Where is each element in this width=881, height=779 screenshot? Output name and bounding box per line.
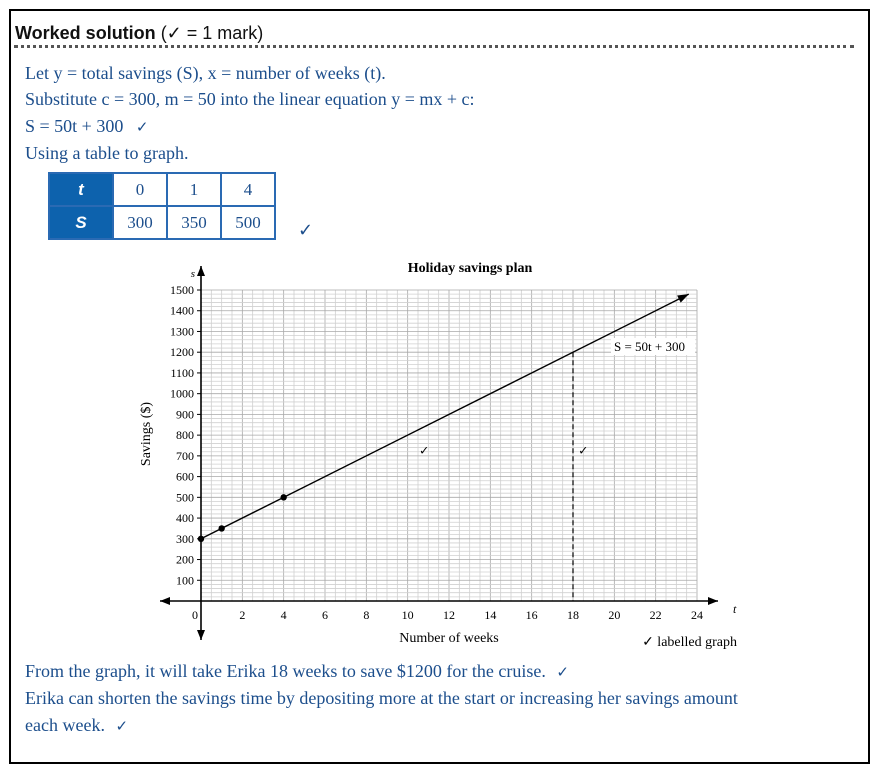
solution-line-4: Using a table to graph. (25, 143, 189, 163)
y-tick-label: 300 (176, 531, 194, 546)
x-tick-label: 14 (484, 608, 497, 622)
y-tick-label: 1000 (170, 386, 194, 401)
table-cell: 350 (167, 206, 221, 239)
solution-line-2: Substitute c = 300, m = 50 into the linear equation y = mx + c: (25, 89, 475, 109)
mark-note: (✓ = 1 mark) (160, 23, 264, 43)
table-cell: 500 (221, 206, 275, 239)
x-tick-label: 10 (401, 608, 414, 622)
conclusion-text-3: each week. (25, 715, 105, 735)
y-axis-arrow-up (197, 266, 205, 276)
x-axis-label: Number of weeks (399, 631, 499, 646)
solution-line-1: Let y = total savings (S), x = number of weeks (t). (25, 63, 386, 83)
line-label: S = 50t + 300 (614, 339, 686, 354)
x-tick-label: 12 (443, 608, 455, 622)
equation: S = 50t + 300 (25, 116, 124, 136)
check-mark-icon: ✓ (419, 443, 430, 458)
table-cell: 300 (113, 206, 167, 239)
x-tick-label: 4 (280, 608, 287, 622)
series-line (201, 294, 689, 539)
grid (201, 290, 697, 601)
table-cell: 0 (113, 173, 167, 206)
chart-title: Holiday savings plan (407, 261, 533, 276)
y-tick-label: 700 (176, 448, 194, 463)
conclusion-line-3 (25, 715, 128, 736)
x-axis-arrow-right (708, 597, 718, 605)
conclusion-text-1: From the graph, it will take Erika 18 weeks to save $1200 for the cruise. (25, 661, 546, 681)
y-tick-label: 400 (176, 511, 194, 526)
y-tick-label: 200 (176, 552, 194, 567)
y-tick-label: 1200 (170, 345, 194, 360)
labelled-graph-note: ✓ labelled graph (642, 635, 737, 650)
y-axis-arrow-down (197, 630, 205, 640)
y-axis-letter: s (190, 268, 195, 280)
y-tick-label: 600 (176, 469, 194, 484)
x-tick-label: 0 (192, 608, 198, 622)
data-point (198, 536, 204, 542)
x-axis-arrow-left (160, 597, 170, 605)
check-mark-icon: ✓ (556, 663, 569, 681)
check-mark-icon: ✓ (115, 717, 129, 735)
table-cell: 1 (167, 173, 221, 206)
conclusion-line-2: Erika can shorten the savings time by depositing more at the start or increasing her savings amount (25, 688, 738, 708)
y-tick-label: 1100 (170, 365, 194, 380)
row-label-t: t (49, 173, 113, 206)
x-tick-label: 8 (363, 608, 370, 622)
x-tick-label: 24 (691, 608, 703, 622)
data-point (280, 494, 286, 500)
y-tick-label: 500 (176, 490, 194, 505)
check-mark-icon: ✓ (135, 118, 149, 136)
check-mark-icon: ✓ (578, 443, 589, 458)
x-tick-label: 6 (322, 608, 328, 622)
y-tick-label: 800 (176, 428, 194, 443)
row-label-s: S (49, 206, 113, 239)
y-axis-label: Savings ($) (139, 401, 154, 467)
x-tick-label: 16 (525, 608, 538, 622)
y-tick-label: 100 (176, 573, 194, 588)
x-tick-label: 2 (239, 608, 246, 622)
x-tick-label: 18 (567, 608, 579, 622)
table-cell: 4 (221, 173, 275, 206)
y-tick-label: 1400 (170, 303, 194, 318)
x-tick-label: 20 (608, 608, 621, 622)
y-tick-label: 1500 (170, 283, 194, 297)
x-axis-letter: t (733, 602, 737, 616)
x-tick-label: 22 (649, 608, 662, 622)
y-tick-label: 1300 (170, 324, 194, 339)
header-title: Worked solution (15, 23, 156, 43)
conclusion-line-1 (25, 661, 569, 682)
y-tick-label: 900 (176, 407, 194, 422)
table-check-icon: ✓ (298, 220, 314, 241)
data-point (218, 525, 224, 531)
